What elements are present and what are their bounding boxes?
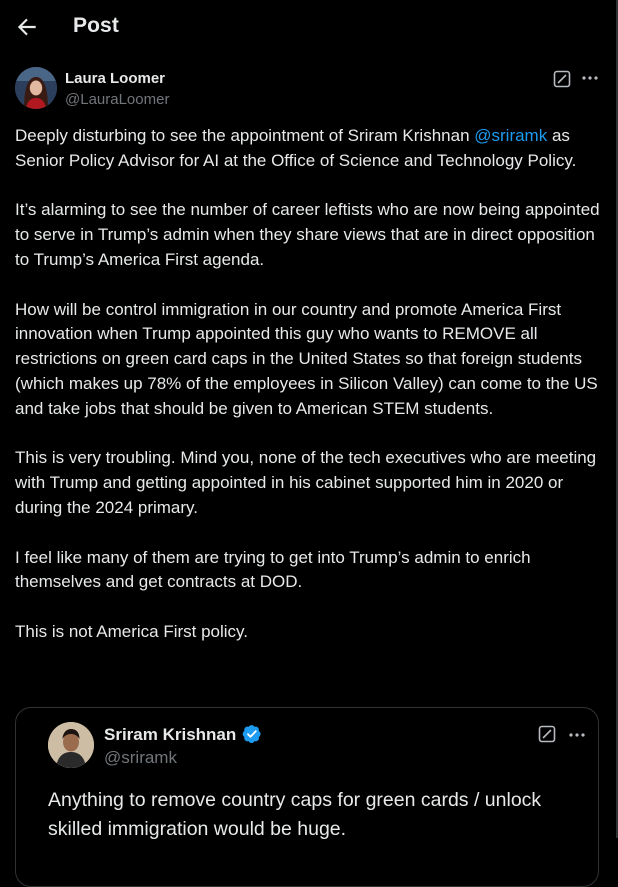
more-options-icon[interactable] — [567, 727, 587, 743]
post-body — [15, 124, 603, 645]
arrow-left-icon[interactable] — [14, 14, 40, 40]
page-title: Post — [73, 14, 119, 37]
author-avatar[interactable] — [15, 67, 57, 109]
grok-icon[interactable] — [553, 70, 571, 88]
paragraph-text: Deeply disturbing to see the appointment of Sriram Krishnan — [15, 126, 475, 145]
quote-author-name[interactable]: Sriram Krishnan — [104, 725, 237, 744]
verified-badge-icon — [242, 724, 262, 744]
quote-author-avatar[interactable] — [48, 722, 94, 768]
post-paragraph: How will be control immigration in our country and promote America First innovation when Trump appointed this guy who wants to REMOVE all restrictions on green card caps in the United States so that foreign students (which makes up 78% of the employees in Silicon Valley) can come to the US and take jobs that should be given to American STEM students. — [15, 299, 598, 418]
author-name[interactable]: Laura Loomer — [65, 70, 166, 87]
mention-link[interactable]: @sriramk — [474, 126, 548, 145]
post-paragraph — [15, 124, 603, 174]
post-paragraph: This is very troubling. Mind you, none of the tech executives who are meeting with Trump and getting appointed in his cabinet supported him in 2020 or during the 2024 primary. — [15, 448, 597, 517]
quoted-post[interactable] — [15, 707, 599, 887]
post-paragraph: This is not America First policy. — [15, 621, 249, 641]
quote-author-handle[interactable]: @sriramk — [104, 748, 177, 767]
paragraph-text: as Senior Policy Advisor for AI at the Office of Science and Technology Policy. — [15, 126, 577, 170]
grok-icon[interactable] — [538, 725, 556, 743]
avatar-image — [15, 67, 57, 109]
post-paragraph: I feel like many of them are trying to get into Trump’s admin to enrich themselves and get contracts at DOD. — [15, 547, 531, 592]
post-paragraph: It’s alarming to see the number of career leftists who are now being appointed to serve in Trump’s admin when they share views that are in direct opposition to Trump’s America First agenda. — [15, 200, 600, 269]
author-handle[interactable]: @LauraLoomer — [65, 91, 170, 108]
more-options-icon[interactable] — [580, 70, 600, 86]
quote-avatar-image — [48, 722, 94, 768]
post-header — [0, 0, 610, 56]
quote-text: Anything to remove country caps for green cards / unlock skilled immigration would be huge. — [48, 789, 542, 840]
